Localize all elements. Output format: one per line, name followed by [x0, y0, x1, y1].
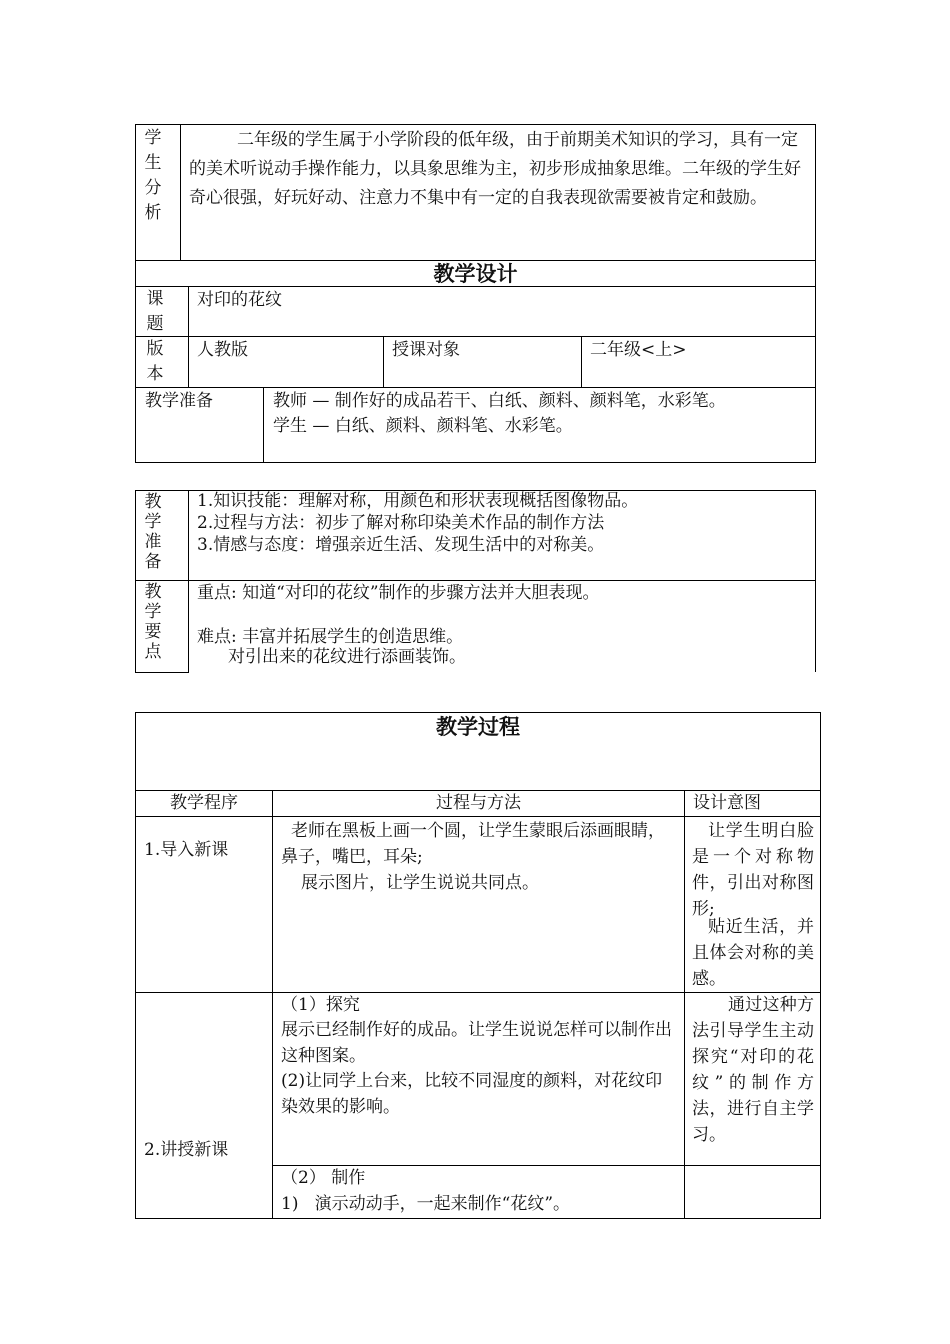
- method-explore: 展示已经制作好的成品。让学生说说怎样可以制作出这种图案。: [281, 1020, 672, 1066]
- goals-label: 教 学 准 备: [144, 492, 162, 572]
- method-intro: 老师在黑板上画一个圆，让学生蒙眼后添画眼睛，鼻子，嘴巴，耳朵;: [281, 821, 665, 867]
- audience-value: 二年级<上>: [590, 340, 687, 360]
- header-intent: 设计意图: [693, 793, 761, 813]
- topic-value: 对印的花纹: [197, 290, 282, 310]
- key-point: 重点: 知道“对印的花纹”制作的步骤方法并大胆表现。: [197, 583, 600, 603]
- header-step: 教学程序: [170, 793, 238, 813]
- student-analysis-label: 学 生 分 析: [144, 128, 162, 223]
- method-explore-heading: （1）探究: [281, 995, 360, 1015]
- step-new-lesson: 2.讲授新课: [144, 1140, 229, 1160]
- header-method: 过程与方法: [436, 793, 521, 813]
- edition-value: 人教版: [197, 340, 248, 360]
- method-intro-2: 展示图片，让学生说说共同点。: [301, 873, 539, 893]
- goal-knowledge: 1.知识技能：理解对称，用颜色和形状表现概括图像物品。: [197, 491, 639, 511]
- difficulty-detail: 对引出来的花纹进行添画装饰。: [228, 647, 466, 667]
- prep-student: 学生 — 白纸、颜料、颜料笔、水彩笔。: [273, 416, 573, 436]
- method-make-heading: （2） 制作: [281, 1168, 366, 1188]
- edition-label: 版 本: [146, 339, 164, 384]
- student-analysis-text: 二年级的学生属于小学阶段的低年级，由于前期美术知识的学习，具有一定的美术听说动手操作能力，以具象思维为主，初步形成抽象思维。二年级的学生好奇心很强，好玩好动、注意力不集中有一定的自我表现欲需要被肯定和鼓励。: [189, 130, 801, 208]
- teaching-process-title: 教学过程: [436, 714, 520, 739]
- method-make-item: 1) 演示动动手，一起来制作“花纹”。: [281, 1194, 571, 1214]
- step-intro: 1.导入新课: [144, 840, 229, 860]
- key-points-label: 教 学 要 点: [144, 582, 162, 662]
- teaching-design-title: 教学设计: [433, 261, 518, 286]
- intent-intro: 让学生明白脸是一个对称物件，引出对称图形;: [692, 821, 814, 919]
- audience-label: 授课对象: [392, 340, 460, 360]
- intent-explore: 通过这种方法引导学生主动探究“对印的花纹”的制作方法，进行自主学习。: [692, 995, 814, 1145]
- method-compare: (2)让同学上台来，比较不同湿度的颜料，对花纹印染效果的影响。: [281, 1071, 663, 1117]
- goal-emotion: 3.情感与态度：增强亲近生活、发现生活中的对称美。: [197, 535, 605, 555]
- difficulty: 难点: 丰富并拓展学生的创造思维。: [197, 627, 464, 647]
- goal-process: 2.过程与方法：初步了解对称印染美术作品的制作方法: [197, 513, 605, 533]
- topic-label: 课 题: [146, 289, 164, 334]
- prep-teacher: 教师 — 制作好的成品若干、白纸、颜料、颜料笔，水彩笔。: [273, 391, 726, 411]
- prep-label: 教学准备: [145, 391, 213, 411]
- intent-intro-2: 贴近生活，并且体会对称的美感。: [692, 917, 814, 989]
